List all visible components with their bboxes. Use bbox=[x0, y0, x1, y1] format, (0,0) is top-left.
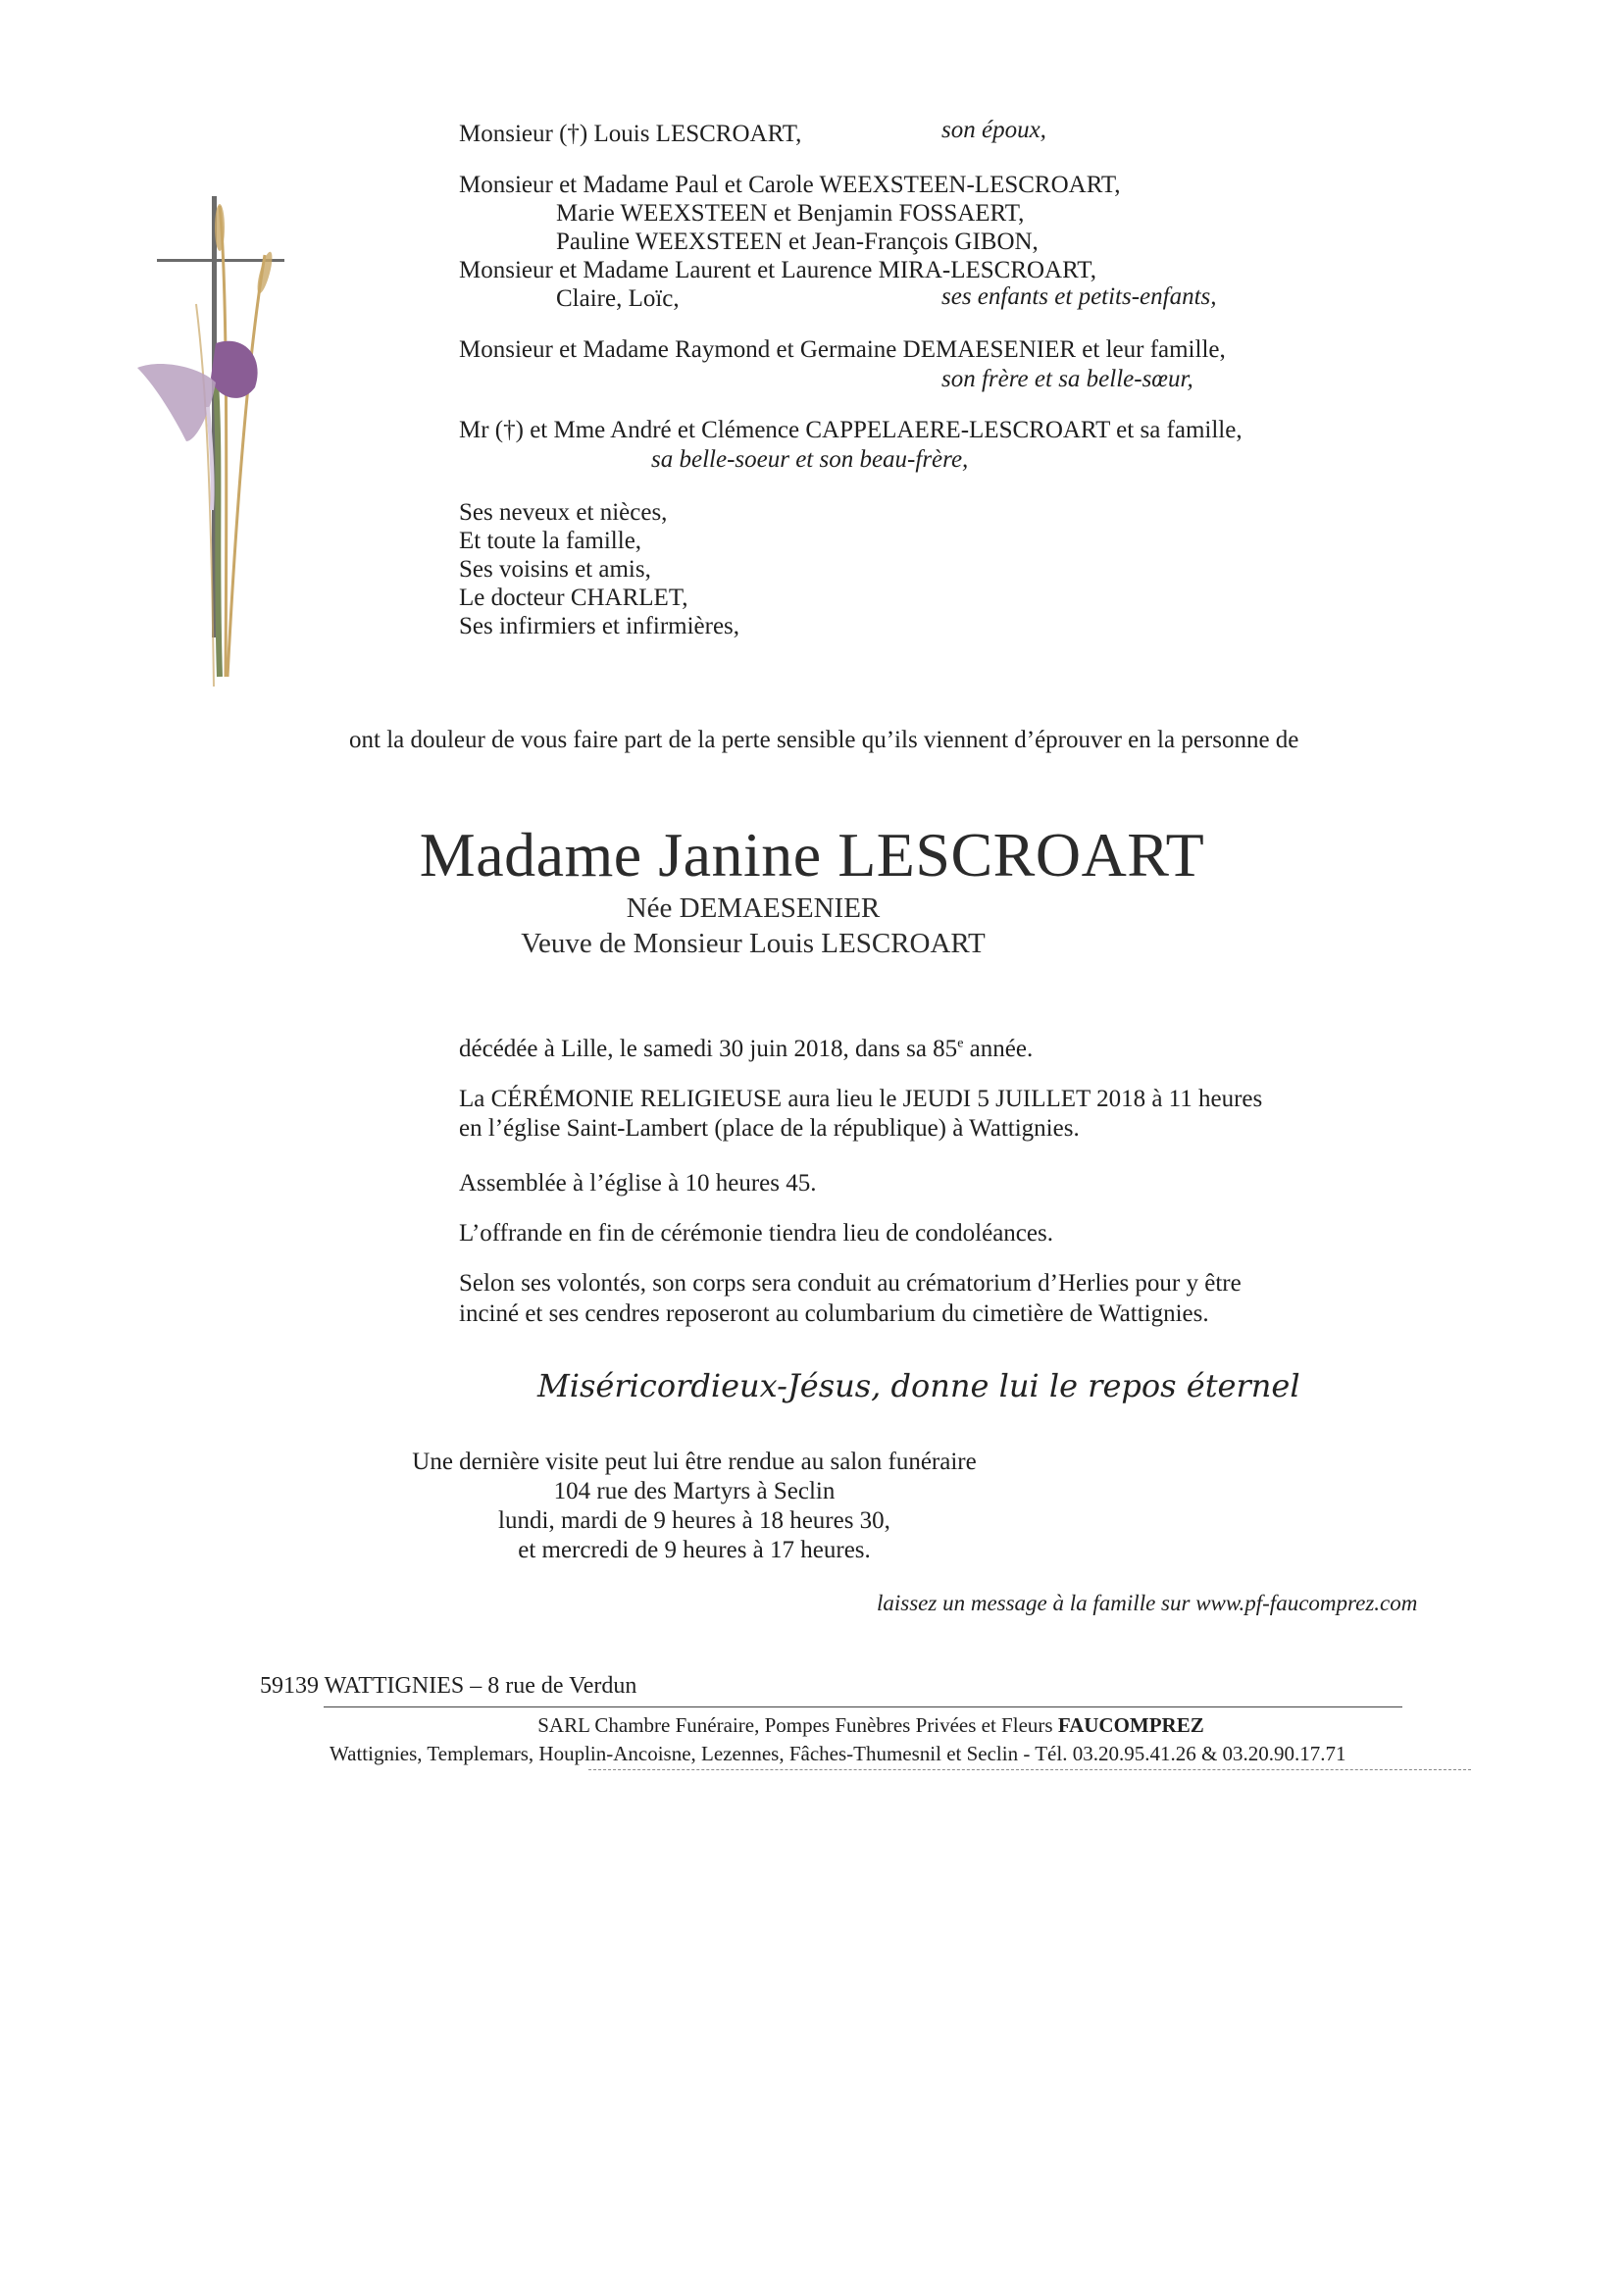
child-line-2: Monsieur et Madame Laurent et Laurence MIRA-LESCROART, bbox=[459, 257, 1096, 283]
visit-line-3: lundi, mardi de 9 heures à 18 heures 30, bbox=[498, 1507, 890, 1534]
deceased-maiden-name: Née DEMAESENIER bbox=[626, 892, 881, 924]
offering-line: L’offrande en fin de cérémonie tiendra lieu de condoléances. bbox=[459, 1220, 1053, 1247]
grandchild-line-3: Claire, Loïc, bbox=[556, 285, 680, 312]
visit-line-2: 104 rue des Martyrs à Seclin bbox=[553, 1478, 836, 1504]
wheat-stalk-2 bbox=[228, 255, 265, 677]
wheat-ear bbox=[215, 204, 225, 251]
brother-line: Monsieur et Madame Raymond et Germaine DEMAESENIER et leur famille, bbox=[459, 336, 1226, 363]
children-relation: ses enfants et petits-enfants, bbox=[941, 283, 1217, 310]
deceased-widow-of: Veuve de Monsieur Louis LESCROART bbox=[521, 928, 986, 959]
wishes-line-1: Selon ses volontés, son corps sera conduit au crématorium d’Herlies pour y être bbox=[459, 1270, 1242, 1297]
sister-in-law-relation: sa belle-soeur et son beau-frère, bbox=[651, 446, 969, 473]
death-date-suffix: année. bbox=[963, 1036, 1034, 1062]
footer-line-2: Wattignies, Templemars, Houplin-Ancoisne, Lezennes, Fâches-Thumesnil et Seclin - Tél. 03.20.95.41.26 & 03.20.90.17.71 bbox=[330, 1742, 1346, 1765]
others-line-2: Et toute la famille, bbox=[459, 528, 642, 554]
death-date-text: décédée à Lille, le samedi 30 juin 2018, dans sa 85 bbox=[459, 1036, 958, 1062]
lily-bloom bbox=[211, 341, 258, 398]
grandchild-line-1: Marie WEEXSTEEN et Benjamin FOSSAERT, bbox=[556, 200, 1025, 227]
visit-line-1: Une dernière visite peut lui être rendue au salon funéraire bbox=[412, 1449, 977, 1475]
footer-rule-top bbox=[324, 1706, 1402, 1707]
others-line-3: Ses voisins et amis, bbox=[459, 556, 651, 583]
visit-line-4: et mercredi de 9 heures à 17 heures. bbox=[518, 1537, 871, 1563]
assembly-line: Assemblée à l’église à 10 heures 45. bbox=[459, 1170, 817, 1196]
brother-relation: son frère et sa belle-sœur, bbox=[941, 366, 1193, 392]
deceased-block bbox=[0, 820, 1624, 961]
footer-rule-bottom bbox=[588, 1769, 1471, 1770]
others-line-1: Ses neveux et nièces, bbox=[459, 499, 668, 526]
sister-in-law-line: Mr (†) et Mme André et Clémence CAPPELAERE-LESCROART et sa famille, bbox=[459, 417, 1243, 443]
husband-name: Monsieur (†) Louis LESCROART, bbox=[459, 121, 802, 147]
ceremony-line-1: La CÉRÉMONIE RELIGIEUSE aura lieu le JEUDI 5 JUILLET 2018 à 11 heures bbox=[459, 1086, 1263, 1112]
others-line-4: Le docteur CHARLET, bbox=[459, 585, 688, 611]
footer-company: SARL Chambre Funéraire, Pompes Funèbres Privées et Fleurs bbox=[537, 1713, 1058, 1737]
lily-petal bbox=[137, 364, 216, 441]
footer-brand: FAUCOMPREZ bbox=[1057, 1713, 1204, 1737]
death-date-line bbox=[459, 1035, 1033, 1064]
deceased-name: Madame Janine LESCROART bbox=[419, 820, 1205, 890]
wishes-line-2: inciné et ses cendres reposeront au columbarium du cimetière de Wattignies. bbox=[459, 1300, 1209, 1327]
lily-stem bbox=[216, 382, 220, 677]
death-date-sup: e bbox=[957, 1036, 964, 1051]
address: 59139 WATTIGNIES – 8 rue de Verdun bbox=[260, 1673, 637, 1699]
announcement: ont la douleur de vous faire part de la perte sensible qu’ils viennent d’éprouver en la personne de bbox=[349, 727, 1299, 753]
others-line-5: Ses infirmiers et infirmières, bbox=[459, 613, 740, 639]
child-line-1: Monsieur et Madame Paul et Carole WEEXSTEEN-LESCROART, bbox=[459, 172, 1121, 198]
prayer-line: Miséricordieux-Jésus, donne lui le repos éternel bbox=[537, 1367, 1300, 1404]
web-message: laissez un message à la famille sur www.pf-faucomprez.com bbox=[877, 1591, 1418, 1615]
ceremony-line-2: en l’église Saint-Lambert (place de la république) à Wattignies. bbox=[459, 1115, 1080, 1142]
grandchild-line-2: Pauline WEEXSTEEN et Jean-François GIBON, bbox=[556, 229, 1039, 255]
husband-relation: son époux, bbox=[941, 117, 1046, 143]
footer-line-1 bbox=[59, 1712, 1624, 1738]
cross-lily-illustration bbox=[118, 186, 314, 696]
